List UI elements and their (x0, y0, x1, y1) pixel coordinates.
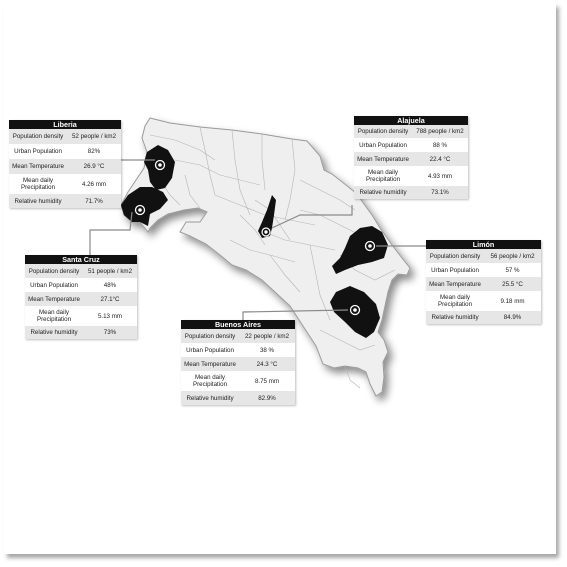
table-row (9, 144, 121, 159)
info-card-liberia (9, 120, 121, 208)
table-row (25, 306, 137, 326)
row-label: Mean Temperature (28, 295, 80, 303)
row-label: Urban Population (431, 266, 479, 274)
table-row (426, 277, 541, 291)
info-card-buenos-aires (181, 320, 295, 405)
row-value: 4.26 mm (81, 180, 107, 188)
row-label: Relative humidity (30, 329, 78, 336)
row-label: Mean Temperature (184, 360, 236, 368)
table-row (9, 194, 121, 208)
row-value: 82% (87, 148, 101, 155)
row-value: 27.1°C (100, 295, 120, 303)
row-label: Mean daily Precipitation (365, 169, 401, 183)
card-rows (426, 249, 541, 324)
row-value: 4.93 mm (427, 172, 453, 180)
row-label: Population density (184, 332, 236, 340)
card-rows (354, 125, 468, 199)
row-label: Urban Population (30, 281, 78, 289)
row-value: 88 % (432, 141, 448, 149)
row-label: Urban Population (14, 148, 62, 155)
row-label: Mean Temperature (12, 163, 64, 170)
row-value: 5.13 mm (97, 312, 123, 320)
row-value: 26.9 °C (83, 163, 105, 170)
row-value: 52 people / km2 (71, 133, 117, 140)
card-rows (25, 264, 137, 339)
table-row (25, 292, 137, 306)
row-value: 51 people / km2 (87, 267, 133, 275)
card-title: Santa Cruz (25, 255, 137, 264)
card-title: Limón (426, 240, 541, 249)
row-value: 22.4 °C (429, 155, 451, 163)
table-row (426, 263, 541, 277)
row-value: 84.9% (503, 314, 522, 321)
row-value: 73% (103, 329, 117, 336)
row-label: Population density (429, 252, 481, 260)
row-value: 38 % (259, 346, 275, 354)
row-value: 73.1% (431, 189, 449, 196)
row-value: 48% (103, 281, 117, 289)
table-row (181, 329, 295, 343)
row-value: 22 people / km2 (244, 332, 290, 340)
table-row (25, 326, 137, 339)
row-value: 8.75 mm (254, 377, 280, 385)
table-row (181, 371, 295, 391)
card-rows (9, 129, 121, 208)
row-label: Population density (12, 133, 64, 140)
row-label: Relative humidity (186, 394, 234, 402)
table-row (181, 391, 295, 405)
row-value: 71.7% (85, 197, 103, 205)
table-row (426, 291, 541, 311)
table-row (426, 311, 541, 324)
table-row (354, 138, 468, 152)
table-row (354, 152, 468, 166)
row-value: 9.18 mm (500, 297, 525, 305)
row-label: Relative humidity (431, 314, 479, 321)
table-row (25, 278, 137, 292)
info-card-alajuela (354, 116, 468, 199)
row-label: Mean Temperature (429, 280, 481, 288)
row-value: 24.3 °C (256, 360, 278, 368)
card-title: Buenos Aires (181, 320, 295, 329)
row-value: 788 people / km2 (416, 128, 464, 135)
info-card-limon (426, 240, 541, 324)
row-value: 56 people / km2 (490, 252, 535, 260)
table-row (25, 264, 137, 278)
table-row (181, 343, 295, 357)
row-label: Mean daily Precipitation (192, 374, 228, 388)
table-row (9, 159, 121, 174)
table-row (181, 357, 295, 371)
row-label: Relative humidity (359, 189, 407, 196)
row-value: 57 % (505, 266, 520, 274)
row-label: Urban Population (186, 346, 234, 354)
table-row (426, 249, 541, 263)
row-label: Population density (357, 128, 409, 135)
table-row (354, 125, 468, 138)
card-title: Alajuela (354, 116, 468, 125)
row-label: Mean daily Precipitation (20, 177, 56, 191)
row-label: Mean daily Precipitation (36, 309, 72, 323)
row-label: Mean daily Precipitation (437, 294, 473, 308)
row-label: Relative humidity (14, 197, 62, 205)
table-row (9, 174, 121, 194)
info-card-santa-cruz (25, 255, 137, 339)
row-value: 25.5 °C (502, 280, 523, 288)
table-row (9, 129, 121, 144)
card-title: Liberia (9, 120, 121, 129)
row-label: Urban Population (359, 141, 407, 149)
row-value: 82.9% (258, 394, 276, 402)
table-row (354, 166, 468, 186)
table-row (354, 186, 468, 199)
row-label: Mean Temperature (357, 155, 409, 163)
card-rows (181, 329, 295, 405)
row-label: Population density (28, 267, 80, 275)
